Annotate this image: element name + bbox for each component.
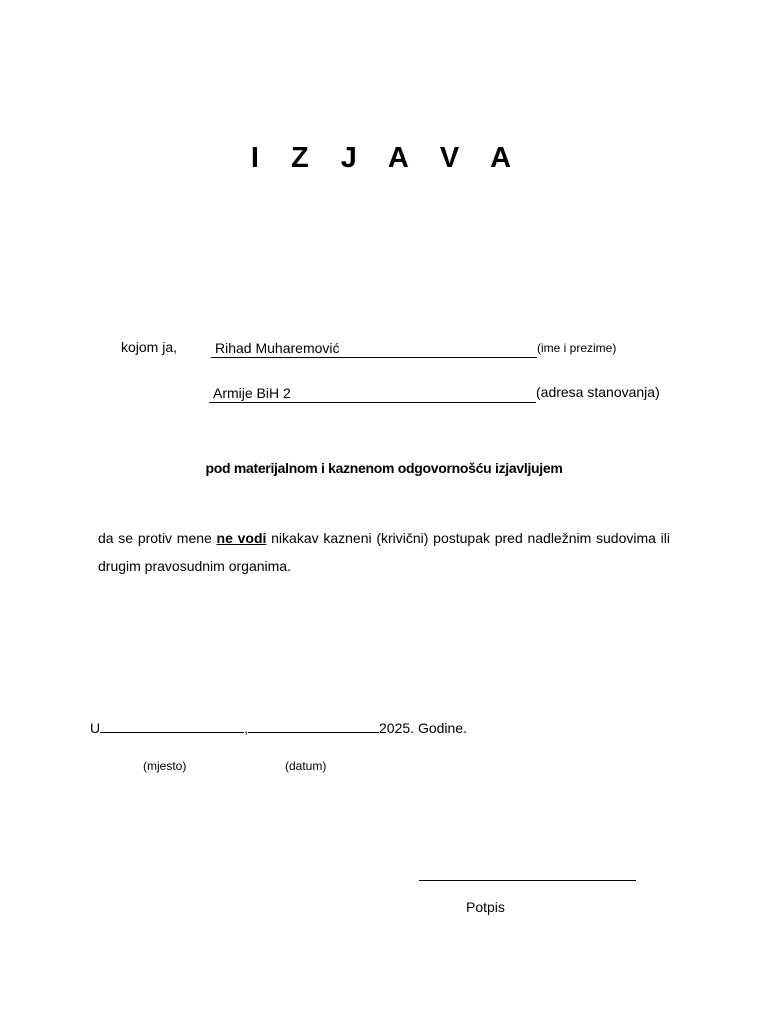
statement-text-after: nikakav kazneni (krivični) postupak pred nadležnim sudovima ili drugim pravosudnim organima. — [98, 530, 670, 574]
place-date-comma: , — [244, 720, 249, 736]
place-field[interactable] — [100, 718, 244, 733]
statement-heading: pod materijalnom i kaznenom odgovornošću izjavljujem — [205, 460, 563, 476]
address-hint: (adresa stanovanja) — [536, 384, 660, 400]
statement-emphasis: ne vodi — [216, 530, 267, 546]
statement-text-before: da se protiv mene — [98, 530, 217, 546]
intro-label: kojom ja, — [121, 339, 178, 355]
place-hint: (mjesto) — [143, 759, 187, 773]
date-field[interactable] — [248, 718, 379, 733]
year-text: 2025. Godine. — [379, 720, 467, 736]
signature-line[interactable] — [419, 880, 636, 881]
document-title: I Z J A V A — [250, 142, 524, 174]
date-hint: (datum) — [285, 759, 327, 773]
place-date-line — [90, 718, 467, 738]
place-prefix: U — [90, 720, 101, 736]
statement-paragraph — [98, 524, 670, 580]
address-field[interactable]: Armije BiH 2 — [209, 383, 536, 403]
name-hint: (ime i prezime) — [537, 341, 617, 355]
signature-label: Potpis — [466, 899, 505, 915]
name-field[interactable]: Rihad Muharemović — [211, 338, 537, 358]
